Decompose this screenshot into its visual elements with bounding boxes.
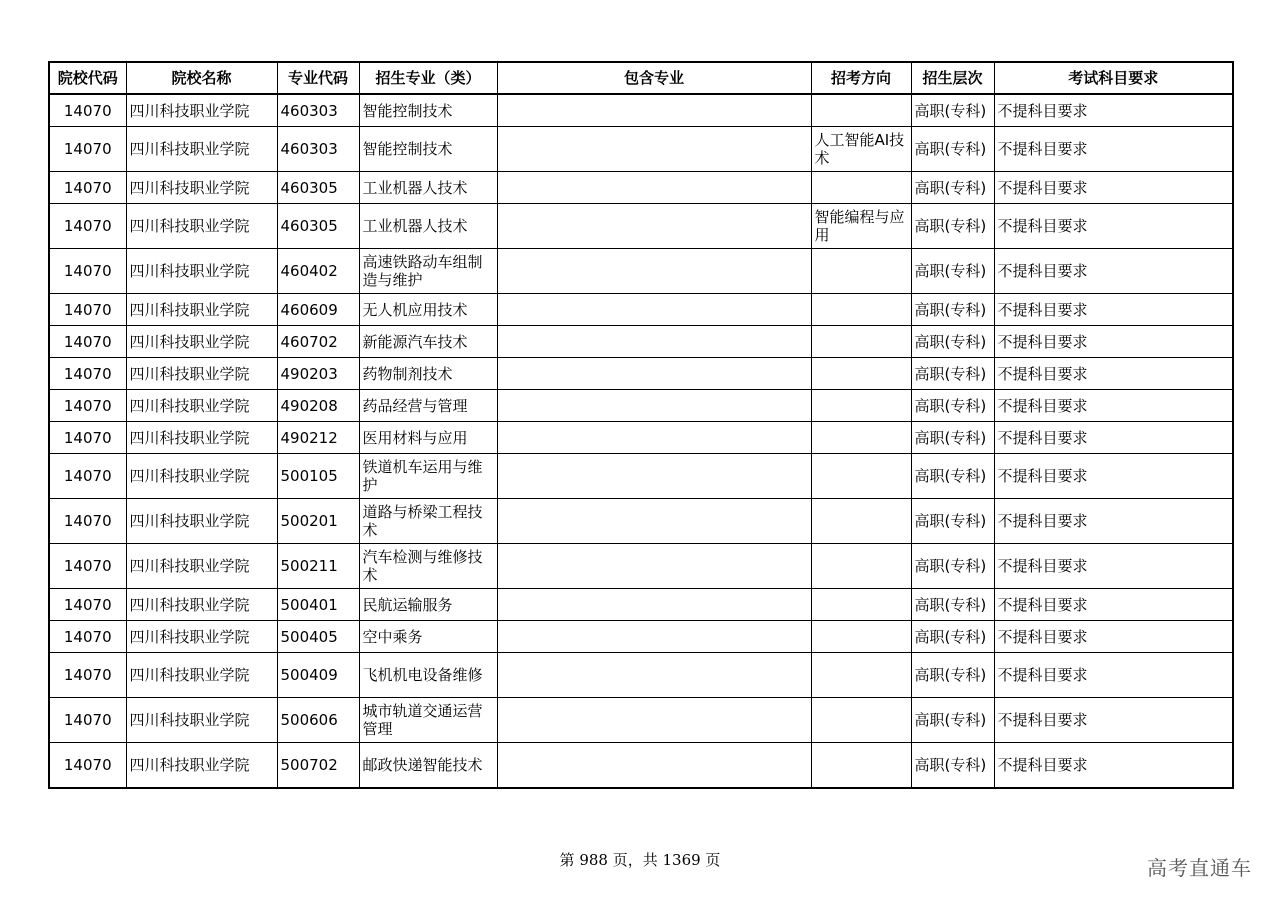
cell-requirement: 不提科目要求 [994, 172, 1233, 204]
cell-school-code: 14070 [49, 390, 126, 422]
cell-direction [811, 294, 911, 326]
cell-included-majors [497, 127, 811, 172]
cell-major-code: 500105 [277, 454, 359, 499]
cell-school-name: 四川科技职业学院 [126, 326, 277, 358]
table-body [49, 94, 1233, 788]
cell-included-majors [497, 589, 811, 621]
cell-school-name: 四川科技职业学院 [126, 544, 277, 589]
header-school-name: 院校名称 [126, 62, 277, 94]
cell-direction [811, 621, 911, 653]
table-row [49, 743, 1233, 789]
cell-requirement: 不提科目要求 [994, 326, 1233, 358]
cell-school-name: 四川科技职业学院 [126, 172, 277, 204]
cell-school-code: 14070 [49, 326, 126, 358]
cell-school-name: 四川科技职业学院 [126, 422, 277, 454]
table-row [49, 422, 1233, 454]
cell-direction [811, 653, 911, 698]
cell-major-code: 490212 [277, 422, 359, 454]
cell-major-code: 500401 [277, 589, 359, 621]
cell-major: 汽车检测与维修技术 [359, 544, 497, 589]
cell-major: 工业机器人技术 [359, 204, 497, 249]
cell-school-name: 四川科技职业学院 [126, 698, 277, 743]
cell-major: 药物制剂技术 [359, 358, 497, 390]
cell-school-code: 14070 [49, 743, 126, 789]
table-row [49, 358, 1233, 390]
cell-school-code: 14070 [49, 589, 126, 621]
table-row [49, 390, 1233, 422]
cell-level: 高职(专科) [911, 94, 994, 127]
cell-major-code: 500211 [277, 544, 359, 589]
cell-major-code: 460305 [277, 172, 359, 204]
cell-school-code: 14070 [49, 94, 126, 127]
cell-school-name: 四川科技职业学院 [126, 621, 277, 653]
cell-included-majors [497, 621, 811, 653]
cell-level: 高职(专科) [911, 294, 994, 326]
cell-requirement: 不提科目要求 [994, 621, 1233, 653]
cell-included-majors [497, 544, 811, 589]
cell-direction [811, 422, 911, 454]
cell-school-code: 14070 [49, 294, 126, 326]
cell-major-code: 460609 [277, 294, 359, 326]
cell-major: 智能控制技术 [359, 127, 497, 172]
cell-included-majors [497, 249, 811, 294]
cell-school-name: 四川科技职业学院 [126, 743, 277, 789]
cell-major-code: 500201 [277, 499, 359, 544]
cell-school-name: 四川科技职业学院 [126, 204, 277, 249]
cell-school-name: 四川科技职业学院 [126, 589, 277, 621]
cell-direction [811, 249, 911, 294]
table-row [49, 544, 1233, 589]
cell-level: 高职(专科) [911, 499, 994, 544]
table-row [49, 698, 1233, 743]
cell-level: 高职(专科) [911, 358, 994, 390]
enrollment-table [48, 61, 1234, 789]
cell-major-code: 460303 [277, 127, 359, 172]
cell-requirement: 不提科目要求 [994, 544, 1233, 589]
cell-level: 高职(专科) [911, 326, 994, 358]
enrollment-table-container [48, 61, 1234, 789]
cell-direction: 智能编程与应用 [811, 204, 911, 249]
cell-major: 道路与桥梁工程技术 [359, 499, 497, 544]
cell-school-code: 14070 [49, 454, 126, 499]
table-row [49, 172, 1233, 204]
cell-requirement: 不提科目要求 [994, 204, 1233, 249]
cell-school-code: 14070 [49, 249, 126, 294]
cell-direction: 人工智能AI技术 [811, 127, 911, 172]
cell-school-name: 四川科技职业学院 [126, 294, 277, 326]
cell-requirement: 不提科目要求 [994, 294, 1233, 326]
cell-major: 工业机器人技术 [359, 172, 497, 204]
cell-included-majors [497, 294, 811, 326]
cell-direction [811, 589, 911, 621]
cell-requirement: 不提科目要求 [994, 698, 1233, 743]
cell-school-name: 四川科技职业学院 [126, 653, 277, 698]
cell-direction [811, 326, 911, 358]
page-number: 第 988 页，共 1369 页 [559, 851, 721, 869]
header-requirement: 考试科目要求 [994, 62, 1233, 94]
cell-school-code: 14070 [49, 358, 126, 390]
cell-requirement: 不提科目要求 [994, 499, 1233, 544]
cell-included-majors [497, 172, 811, 204]
cell-included-majors [497, 422, 811, 454]
cell-included-majors [497, 204, 811, 249]
cell-included-majors [497, 698, 811, 743]
cell-school-name: 四川科技职业学院 [126, 94, 277, 127]
cell-school-name: 四川科技职业学院 [126, 358, 277, 390]
cell-major-code: 490203 [277, 358, 359, 390]
cell-major-code: 500606 [277, 698, 359, 743]
cell-major: 新能源汽车技术 [359, 326, 497, 358]
cell-level: 高职(专科) [911, 544, 994, 589]
cell-major: 无人机应用技术 [359, 294, 497, 326]
cell-included-majors [497, 454, 811, 499]
cell-level: 高职(专科) [911, 249, 994, 294]
cell-included-majors [497, 499, 811, 544]
header-direction: 招考方向 [811, 62, 911, 94]
cell-level: 高职(专科) [911, 698, 994, 743]
table-row [49, 94, 1233, 127]
cell-major-code: 460402 [277, 249, 359, 294]
cell-school-name: 四川科技职业学院 [126, 390, 277, 422]
table-row [49, 294, 1233, 326]
cell-major: 药品经营与管理 [359, 390, 497, 422]
cell-school-code: 14070 [49, 499, 126, 544]
cell-requirement: 不提科目要求 [994, 589, 1233, 621]
header-school-code: 院校代码 [49, 62, 126, 94]
cell-school-code: 14070 [49, 422, 126, 454]
cell-included-majors [497, 743, 811, 789]
cell-direction [811, 390, 911, 422]
cell-requirement: 不提科目要求 [994, 653, 1233, 698]
cell-requirement: 不提科目要求 [994, 743, 1233, 789]
cell-requirement: 不提科目要求 [994, 127, 1233, 172]
header-major: 招生专业（类） [359, 62, 497, 94]
cell-school-code: 14070 [49, 698, 126, 743]
header-included-majors: 包含专业 [497, 62, 811, 94]
cell-major-code: 500409 [277, 653, 359, 698]
cell-school-code: 14070 [49, 653, 126, 698]
cell-school-code: 14070 [49, 127, 126, 172]
table-header-row [49, 62, 1233, 94]
cell-major: 医用材料与应用 [359, 422, 497, 454]
cell-direction [811, 94, 911, 127]
cell-included-majors [497, 390, 811, 422]
cell-level: 高职(专科) [911, 390, 994, 422]
cell-school-code: 14070 [49, 544, 126, 589]
table-row [49, 454, 1233, 499]
cell-level: 高职(专科) [911, 621, 994, 653]
cell-included-majors [497, 94, 811, 127]
cell-level: 高职(专科) [911, 422, 994, 454]
cell-requirement: 不提科目要求 [994, 422, 1233, 454]
table-row [49, 589, 1233, 621]
cell-school-name: 四川科技职业学院 [126, 499, 277, 544]
cell-level: 高职(专科) [911, 204, 994, 249]
cell-school-name: 四川科技职业学院 [126, 249, 277, 294]
table-row [49, 621, 1233, 653]
cell-major: 民航运输服务 [359, 589, 497, 621]
cell-direction [811, 454, 911, 499]
cell-requirement: 不提科目要求 [994, 94, 1233, 127]
cell-included-majors [497, 358, 811, 390]
cell-requirement: 不提科目要求 [994, 454, 1233, 499]
cell-level: 高职(专科) [911, 127, 994, 172]
table-row [49, 653, 1233, 698]
cell-major: 智能控制技术 [359, 94, 497, 127]
cell-major-code: 460303 [277, 94, 359, 127]
cell-major: 空中乘务 [359, 621, 497, 653]
cell-direction [811, 172, 911, 204]
cell-level: 高职(专科) [911, 743, 994, 789]
cell-direction [811, 544, 911, 589]
cell-included-majors [497, 326, 811, 358]
table-row [49, 499, 1233, 544]
cell-level: 高职(专科) [911, 454, 994, 499]
table-row [49, 204, 1233, 249]
cell-major: 高速铁路动车组制造与维护 [359, 249, 497, 294]
cell-direction [811, 743, 911, 789]
cell-major: 铁道机车运用与维护 [359, 454, 497, 499]
cell-level: 高职(专科) [911, 653, 994, 698]
cell-major-code: 500702 [277, 743, 359, 789]
cell-school-name: 四川科技职业学院 [126, 127, 277, 172]
header-major-code: 专业代码 [277, 62, 359, 94]
watermark-text: 高考直通车 [1147, 856, 1252, 880]
header-level: 招生层次 [911, 62, 994, 94]
cell-major: 飞机机电设备维修 [359, 653, 497, 698]
table-row [49, 127, 1233, 172]
cell-requirement: 不提科目要求 [994, 390, 1233, 422]
cell-major-code: 460702 [277, 326, 359, 358]
cell-major: 邮政快递智能技术 [359, 743, 497, 789]
cell-requirement: 不提科目要求 [994, 358, 1233, 390]
cell-major: 城市轨道交通运营管理 [359, 698, 497, 743]
cell-school-code: 14070 [49, 621, 126, 653]
cell-major-code: 500405 [277, 621, 359, 653]
cell-included-majors [497, 653, 811, 698]
table-row [49, 326, 1233, 358]
cell-level: 高职(专科) [911, 172, 994, 204]
cell-major-code: 460305 [277, 204, 359, 249]
cell-school-code: 14070 [49, 172, 126, 204]
cell-direction [811, 698, 911, 743]
cell-school-name: 四川科技职业学院 [126, 454, 277, 499]
table-row [49, 249, 1233, 294]
cell-direction [811, 358, 911, 390]
cell-major-code: 490208 [277, 390, 359, 422]
cell-school-code: 14070 [49, 204, 126, 249]
cell-level: 高职(专科) [911, 589, 994, 621]
cell-requirement: 不提科目要求 [994, 249, 1233, 294]
cell-direction [811, 499, 911, 544]
